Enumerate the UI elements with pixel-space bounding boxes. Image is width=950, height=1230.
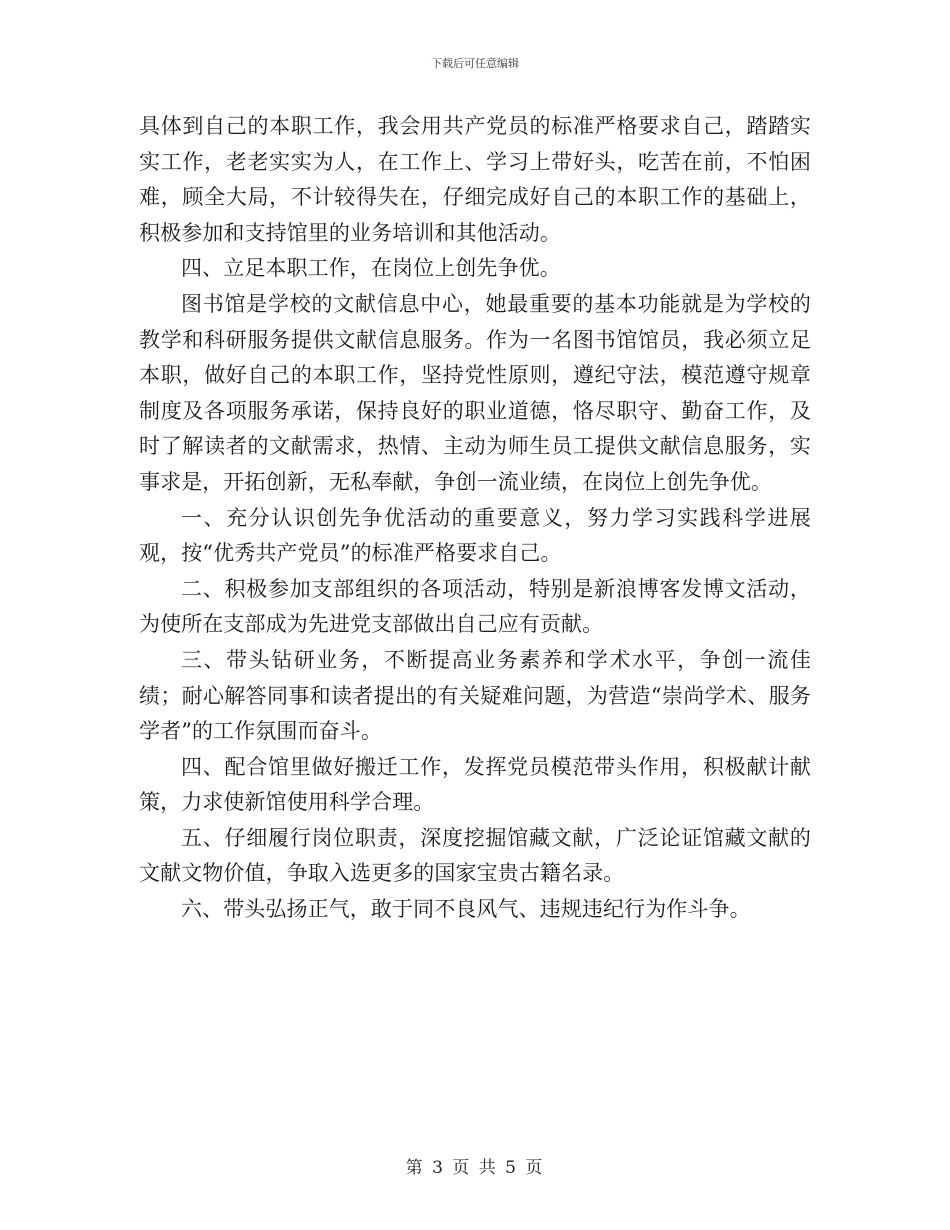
list-item: 二、积极参加支部组织的各项活动，特别是新浪博客发博文活动，为使所在支部成为先进党支部做出自己应有贡献。 bbox=[139, 576, 811, 637]
section-heading: 四、立足本职工作，在岗位上创先争优。 bbox=[181, 256, 561, 281]
list-item: 五、仔细履行岗位职责，深度挖掘馆藏文献，广泛论证馆藏文献的文献文物价值，争取入选更多的国家宝贵古籍名录。 bbox=[139, 825, 811, 886]
paragraph: 图书馆是学校的文献信息中心，她最重要的基本功能就是为学校的教学和科研服务提供文献信息服务。作为一名图书馆馆员，我必须立足本职，做好自己的本职工作，坚持党性原则，遵纪守法，模范遵守规章制度及各项服务承诺，保持良好的职业道德，恪尽职守、勤奋工作，及时了解读者的文献需求，热情、主动为师生员工提供文献信息服务，实事求是，开拓创新，无私奉献，争创一流业绩，在岗位上创先争优。 bbox=[139, 291, 811, 494]
page-number-footer: 第 3 页 共 5 页 bbox=[405, 1158, 545, 1178]
document-body bbox=[139, 109, 811, 928]
list-item: 四、配合馆里做好搬迁工作，发挥党员模范带头作用，积极献计献策，力求使新馆使用科学合理。 bbox=[139, 754, 811, 815]
list-item: 三、带头钻研业务，不断提高业务素养和学术水平，争创一流佳绩；耐心解答同事和读者提出的有关疑难问题，为营造“崇尚学术、服务学者”的工作氛围而奋斗。 bbox=[139, 647, 811, 744]
page-header: 下载后可任意编辑 bbox=[431, 57, 519, 70]
list-item: 六、带头弘扬正气，敢于同不良风气、违规违纪行为作斗争。 bbox=[181, 897, 751, 922]
paragraph: 具体到自己的本职工作，我会用共产党员的标准严格要求自己，踏踏实实工作，老老实实为人，在工作上、学习上带好头，吃苦在前，不怕困难，顾全大局，不计较得失在，仔细完成好自己的本职工作的基础上，积极参加和支持馆里的业务培训和其他活动。 bbox=[139, 114, 811, 245]
list-item: 一、充分认识创先争优活动的重要意义，努力学习实践科学进展观，按“优秀共产党员”的标准严格要求自己。 bbox=[139, 505, 811, 566]
